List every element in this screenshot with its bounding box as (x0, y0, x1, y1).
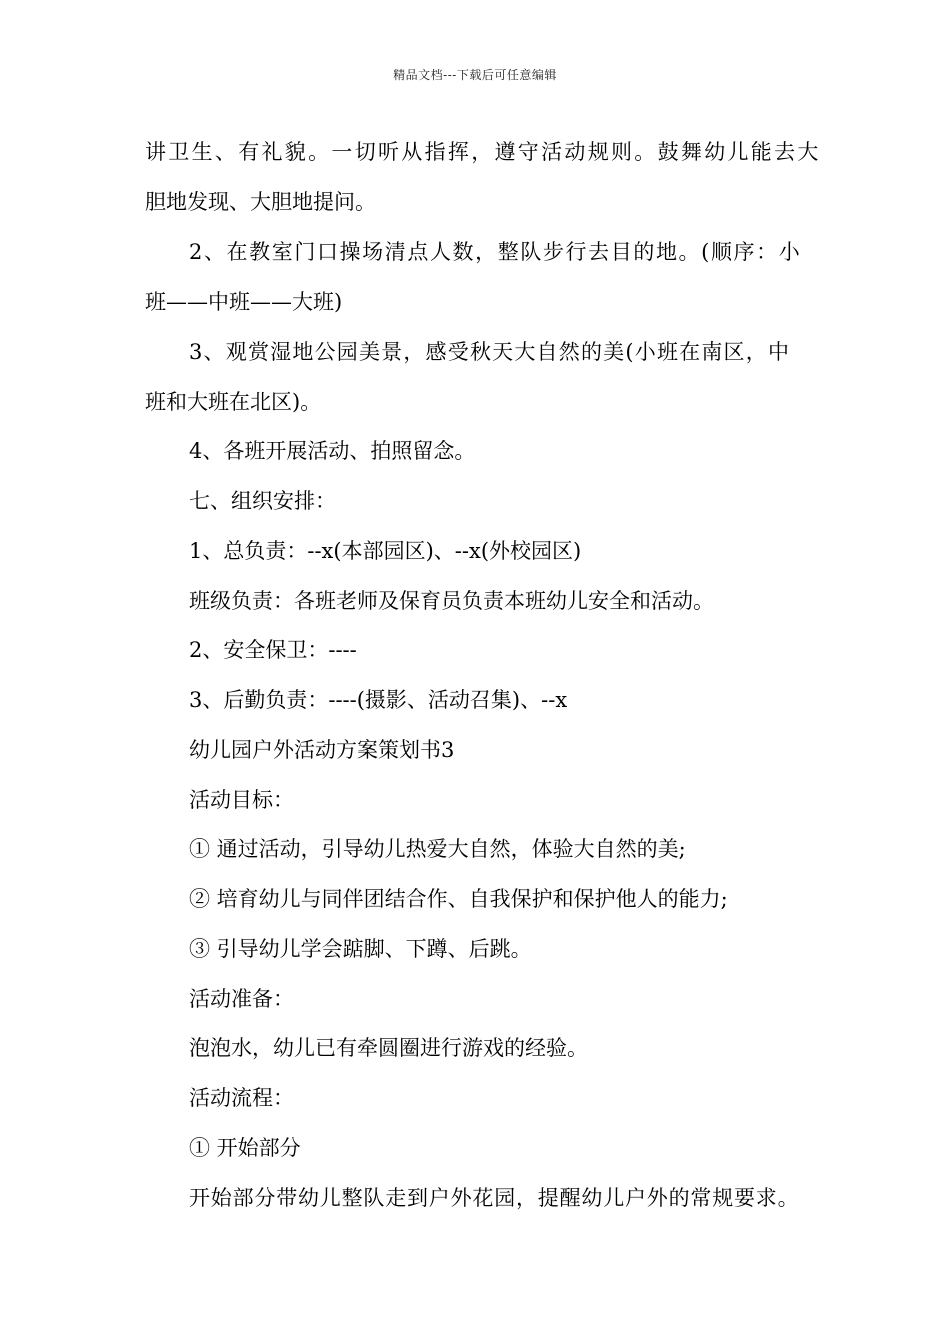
text-line-12: 3、后勤负责：----(摄影、活动召集)、--x (189, 688, 568, 712)
text-line-11: 2、安全保卫：---- (189, 638, 357, 662)
text-line-18: 活动准备： (189, 987, 294, 1011)
text-line-19: 泡泡水，幼儿已有牵圆圈进行游戏的经验。 (189, 1036, 588, 1060)
text-line-10: 班级负责：各班老师及保育员负责本班幼儿安全和活动。 (189, 589, 714, 613)
text-line-16: ② 培育幼儿与同伴团结合作、自我保护和保护他人的能力; (189, 887, 728, 911)
text-line-4: 班——中班——大班) (145, 290, 343, 314)
text-line-21: ① 开始部分 (189, 1136, 301, 1160)
text-line-17: ③ 引导幼儿学会踮脚、下蹲、后跳。 (189, 937, 532, 961)
text-line-6: 班和大班在北区)。 (145, 390, 322, 414)
text-line-1: 讲卫生、有礼貌。一切听从指挥，遵守活动规则。鼓舞幼儿能去大 (145, 140, 821, 164)
text-line-14: 活动目标： (189, 788, 294, 812)
text-line-20: 活动流程： (189, 1086, 294, 1110)
text-line-9: 1、总负责：--x(本部园区)、--x(外校园区) (189, 539, 582, 563)
text-line-22: 开始部分带幼儿整队走到户外花园，提醒幼儿户外的常规要求。 (189, 1186, 800, 1210)
text-line-15: ① 通过活动，引导幼儿热爱大自然，体验大自然的美; (189, 837, 686, 861)
page-header: 精品文档---下载后可任意编辑 (393, 68, 557, 82)
text-line-5: 3、观赏湿地公园美景，感受秋天大自然的美(小班在南区，中 (189, 340, 791, 364)
section-title: 幼儿园户外活动方案策划书3 (189, 738, 455, 762)
text-line-3: 2、在教室门口操场清点人数，整队步行去目的地。(顺序：小 (189, 240, 802, 264)
text-line-8: 七、组织安排： (189, 489, 336, 513)
text-line-7: 4、各班开展活动、拍照留念。 (189, 439, 476, 463)
text-line-2: 胆地发现、大胆地提问。 (145, 190, 376, 214)
